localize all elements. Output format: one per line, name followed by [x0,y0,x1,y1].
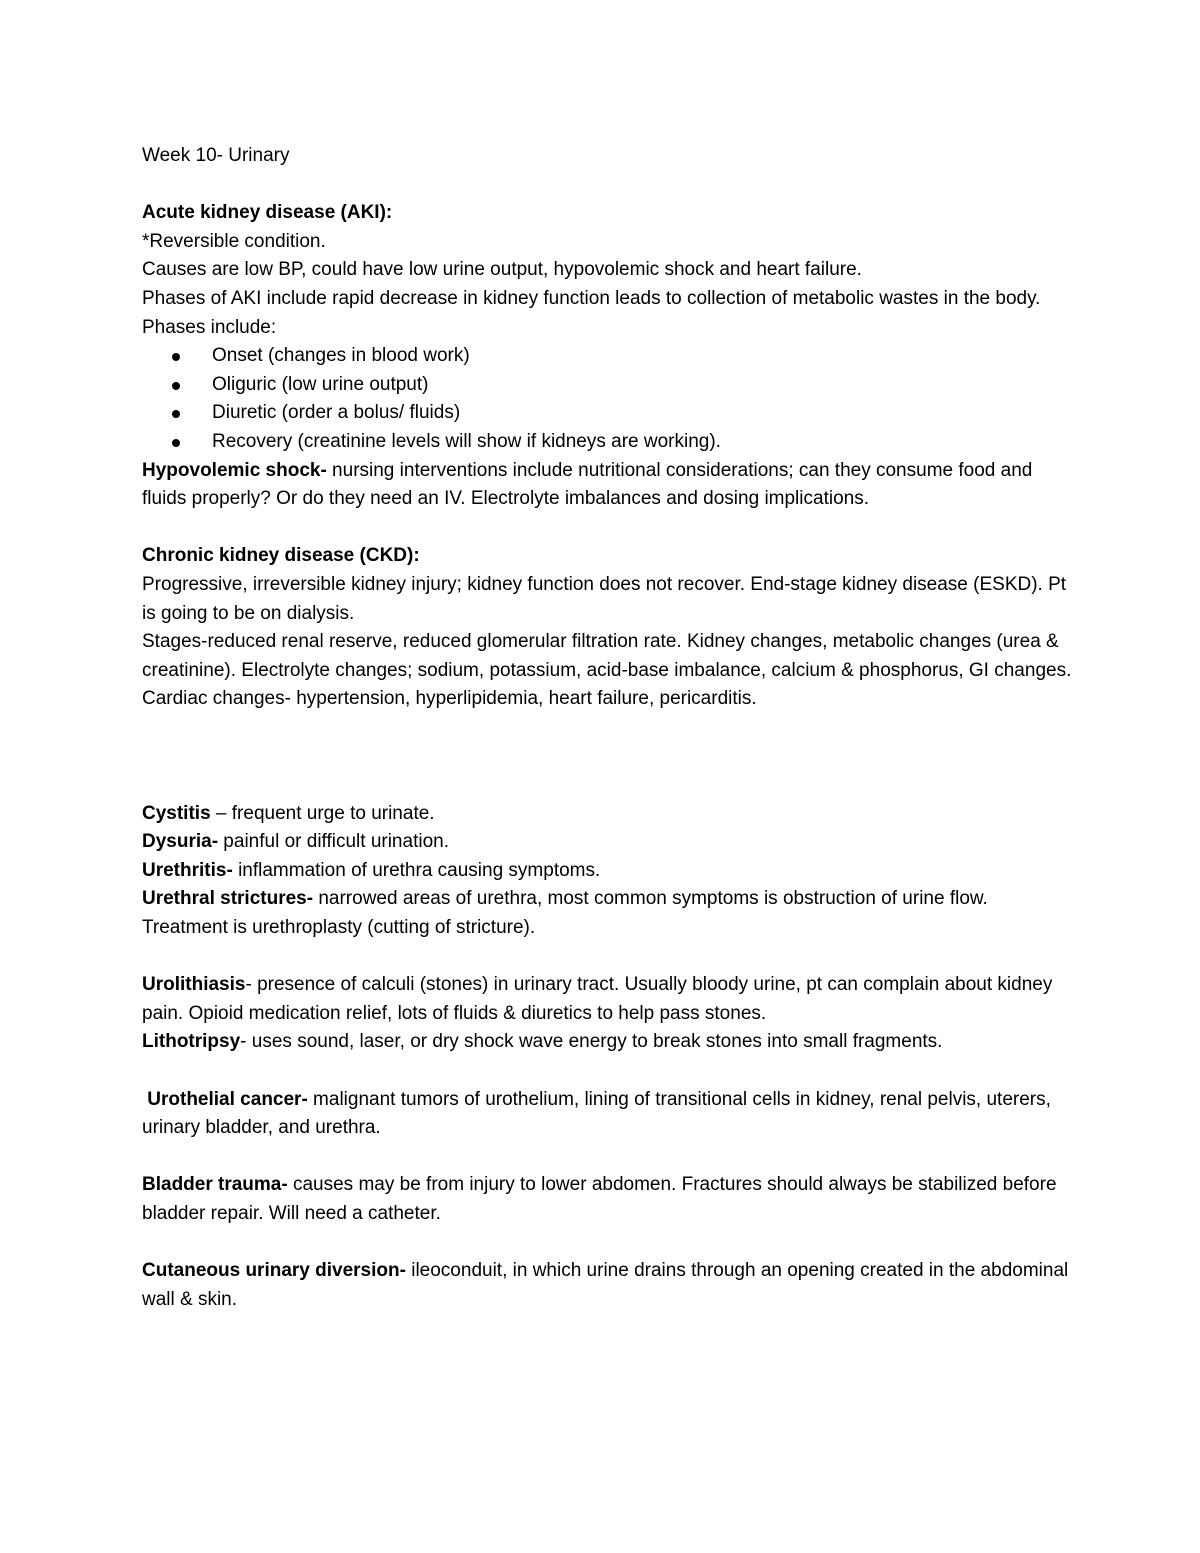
definition: causes may be from injury to lower abdomen. Fractures should always be stabilized before bladder repair. Will need a catheter. [142,1174,1057,1224]
bullet-icon [172,439,180,447]
spacer [142,943,1072,972]
term: Cutaneous urinary diversion- [142,1260,406,1282]
definition: nursing interventions include nutritional considerations; can they consume food and fluids properly? Or do they need an IV. Electrolyte imbalances and dosing implications. [142,459,1033,510]
aki-phases-description: Phases of AKI include rapid decrease in kidney function leads to collection of metabolic wastes in the body. [142,287,1041,309]
term: Cystitis [142,802,211,824]
spacer [142,1229,1072,1258]
bullet-icon [172,410,180,418]
ckd-cardiac: Cardiac changes- hypertension, hyperlipidemia, heart failure, pericarditis. [142,688,757,710]
aki-phases-list [142,342,1072,456]
aki-heading: Acute kidney disease (AKI): [142,202,393,224]
list-item: Oliguric (low urine output) [142,371,1072,400]
list-item: Recovery (creatinine levels will show if kidneys are working). [142,428,1072,457]
term: Lithotripsy [142,1031,241,1053]
cutaneous-urinary-diversion-paragraph [142,1257,1072,1314]
aki-reversible: *Reversible condition. [142,230,326,252]
spacer [142,1143,1072,1172]
dysuria-paragraph [142,828,1072,857]
document-title: Week 10- Urinary [142,145,290,166]
spacer [142,1057,1072,1086]
hypovolemic-shock-paragraph [142,457,1072,514]
definition: ileoconduit, in which urine drains through an opening created in the abdominal wall & skin. [142,1260,1069,1310]
definition: painful or difficult urination. [218,831,449,853]
list-item: Diuretic (order a bolus/ fluids) [142,399,1072,428]
term: Urethritis- [142,859,233,881]
aki-phases-intro: Phases include: [142,316,277,338]
definition: inflammation of urethra causing symptoms. [232,859,601,881]
term: Urethral strictures- [142,888,314,910]
document-body [142,142,1072,1314]
term: Bladder trauma- [142,1174,288,1196]
urethritis-paragraph [142,857,1072,886]
definition: - presence of calculi (stones) in urinary tract. Usually bloody urine, pt can complain about kidney pain. Opioid medication relief, lots of fluids & diuretics to help pass stones. [142,974,1053,1024]
aki-causes: Causes are low BP, could have low urine output, hypovolemic shock and heart failure. [142,259,862,281]
bladder-trauma-paragraph [142,1171,1072,1228]
term: Urolithiasis [142,974,246,996]
spacer [142,514,1072,543]
urolithiasis-paragraph [142,971,1072,1028]
bullet-icon [172,382,180,390]
term: Urothelial cancer- [147,1088,308,1110]
definition: - uses sound, laser, or dry shock wave energy to break stones into small fragments. [240,1031,943,1053]
urethral-strictures-paragraph [142,885,1072,942]
bullet-icon [172,353,180,361]
cystitis-paragraph [142,800,1072,829]
definition: narrowed areas of urethra, most common symptoms is obstruction of urine flow. Treatment is urethroplasty (cutting of stricture). [142,888,988,939]
ckd-description: Progressive, irreversible kidney injury; kidney function does not recover. End-stage kidney disease (ESKD). Pt is going to be on dialysis. [142,573,1067,624]
term: Hypovolemic shock- [142,459,327,481]
ckd-heading: Chronic kidney disease (CKD): [142,545,420,567]
spacer [142,714,1072,800]
definition: – frequent urge to urinate. [210,802,435,824]
definition: malignant tumors of urothelium, lining of transitional cells in kidney, renal pelvis, uterers, urinary bladder, and urethra. [142,1088,1051,1139]
ckd-stages: Stages-reduced renal reserve, reduced glomerular filtration rate. Kidney changes, metabolic changes (urea & creatinine). Electrolyte changes; sodium, potassium, acid-base imbalance, calcium & phosphorus, GI changes. [142,631,1072,681]
urothelial-cancer-paragraph [142,1086,1072,1143]
term: Dysuria- [142,831,219,853]
lithotripsy-paragraph [142,1028,1072,1057]
list-item: Onset (changes in blood work) [142,342,1072,371]
spacer [142,171,1072,200]
